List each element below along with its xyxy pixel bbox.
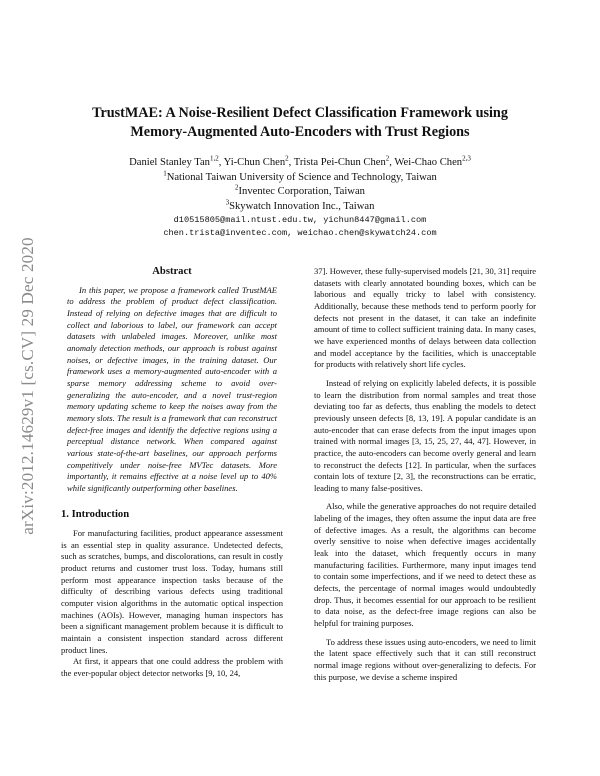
affiliation-1: $^1$National Taiwan University of Science and Technology, Taiwan — [163, 168, 437, 183]
arxiv-stamp — [8, 196, 48, 576]
arxiv-stamp-text: arXiv:2012.14629v1 [cs.CV] 29 Dec 2020 — [18, 237, 37, 535]
abstract-heading: Abstract — [152, 266, 192, 277]
author-1: Daniel Stanley Tan — [129, 157, 210, 168]
email-line-1: d10515805@mail.ntust.edu.tw, yichun8447@gmail.com — [173, 215, 427, 225]
affiliation-2: $^2$Inventec Corporation, Taiwan — [235, 183, 365, 197]
author-1-sup: 1,2 — [209, 154, 219, 163]
author-3: Trista Pei-Chun Chen — [293, 157, 386, 168]
right-paragraph-1: 37]. However, these fully-supervised models [21, 30, 31] require datasets with clearly annotated bounding boxes, which can be laborious and equally tricky to label with consistency. Additionally, because these methods tend to perform poorly for defects not present in the dataset, it can take an indefinite amount of time to collect sufficient training data. In many cases, we have experienced months of delays between data collection and model acceptance by the facilities, which is unacceptable for products with relatively short life cycles. — [314, 266, 536, 370]
author-3-sup: 2 — [385, 154, 390, 163]
right-paragraph-3: Also, while the generative approaches do not require detailed labeling of the images, they often assume the input data are free of defective images. As a result, the algorithms can become overly sensitive to noise when defective images accidentally leak into the dataset, which frequently occurs in many manufacturing facilities. Furthermore, many input images tend to contain some imperfections, and if we need to detect these as defects, the percentage of normal images would undoubtedly drop. Thus, it becomes essential for our approach to be resilient to data noise, as the defect-free image regions can also be helpful for training purposes. — [314, 501, 536, 629]
author-4: Wei-Chao Chen — [394, 157, 463, 168]
author-2-sup: 2 — [285, 154, 289, 163]
intro-paragraph-2: At first, it appears that one could address the problem with the ever-popular object detector networks [9, 10, 24, — [61, 656, 283, 678]
author-2: Yi-Chun Chen — [223, 157, 286, 168]
intro-paragraph-1: For manufacturing facilities, product appearance assessment is an essential step in quality assurance. Undetected defects, such as scratches, bumps, and discolorations, can result in costly product returns and customer trust loss. Today, humans still perform most appearance inspection tasks because of the difficulty of describing various defects using traditional computer vision algorithms in the automatic optical inspection machines (AOIs). However, managing human inspectors has been a significant management problem because it is difficult to maintain a consistent inspection standard across different product lines. — [61, 528, 283, 655]
paper-title — [60, 104, 540, 142]
email-line-2: chen.trista@inventec.com, weichao.chen@skywatch24.com — [163, 228, 437, 238]
affiliation-3: $^3$Skywatch Innovation Inc., Taiwan — [225, 197, 375, 212]
author-4-sup: 2,3 — [462, 154, 471, 163]
title-line-1: TrustMAE: A Noise-Resilient Defect Classification Framework using — [92, 105, 508, 121]
abstract-text: In this paper, we propose a framework called TrustMAE to address the problem of product defect classification. Instead of relying on defective images that are difficult to collect and laborious to label, our framework can accept datasets with unlabeled images. Moreover, unlike most anomaly detection methods, our approach is robust against noises, or defective images, in the training dataset. Our framework uses a memory-augmented auto-encoder with a sparse memory addressing scheme to avoid over-generalizing the auto-encoder, and a novel trust-region memory updating scheme to keep the noises away from the memory slots. The result is a framework that can reconstruct defect-free images and identify the defective regions using a perceptual distance network. When compared against various state-of-the-art baselines, our approach performs competitively under noise-free MVTec datasets. More importantly, it remains effective at a noise level up to 40% while significantly outperforming other baselines. — [67, 284, 277, 493]
left-column — [61, 266, 283, 680]
author-names: Daniel Stanley Tan$^{1,2}$, Yi-Chun Chen$^2$, Trista Pei-Chun Chen$^2$, Wei-Chao Chen$^{2,3}$ — [129, 154, 471, 168]
introduction-heading: 1. Introduction — [61, 509, 130, 521]
right-column — [314, 266, 536, 683]
author-block — [60, 156, 540, 240]
right-paragraph-2: Instead of relying on explicitly labeled defects, it is possible to learn the distribution from normal samples and treat those deviating too far as defects, thus enabling the models to detect previously unseen defects [8, 13, 19]. A popular candidate is an auto-encoder that can erase defects from the input images upon trained with normal images [3, 15, 25, 27, 44, 47]. However, in practice, the auto-encoders can become overly general and learn to reconstruct the defects [12]. In particular, when the surfaces contain lots of texture [2, 3], the reconstructions can be erratic, leading to many false-positives. — [314, 377, 536, 493]
right-paragraph-4: To address these issues using auto-encoders, we need to limit the latent space effectively such that it can still reconstruct normal image regions without over-generalizing to defects. For this purpose, we devise a scheme inspired — [314, 636, 536, 682]
title-line-2: Memory-Augmented Auto-Encoders with Trust Regions — [130, 124, 470, 140]
